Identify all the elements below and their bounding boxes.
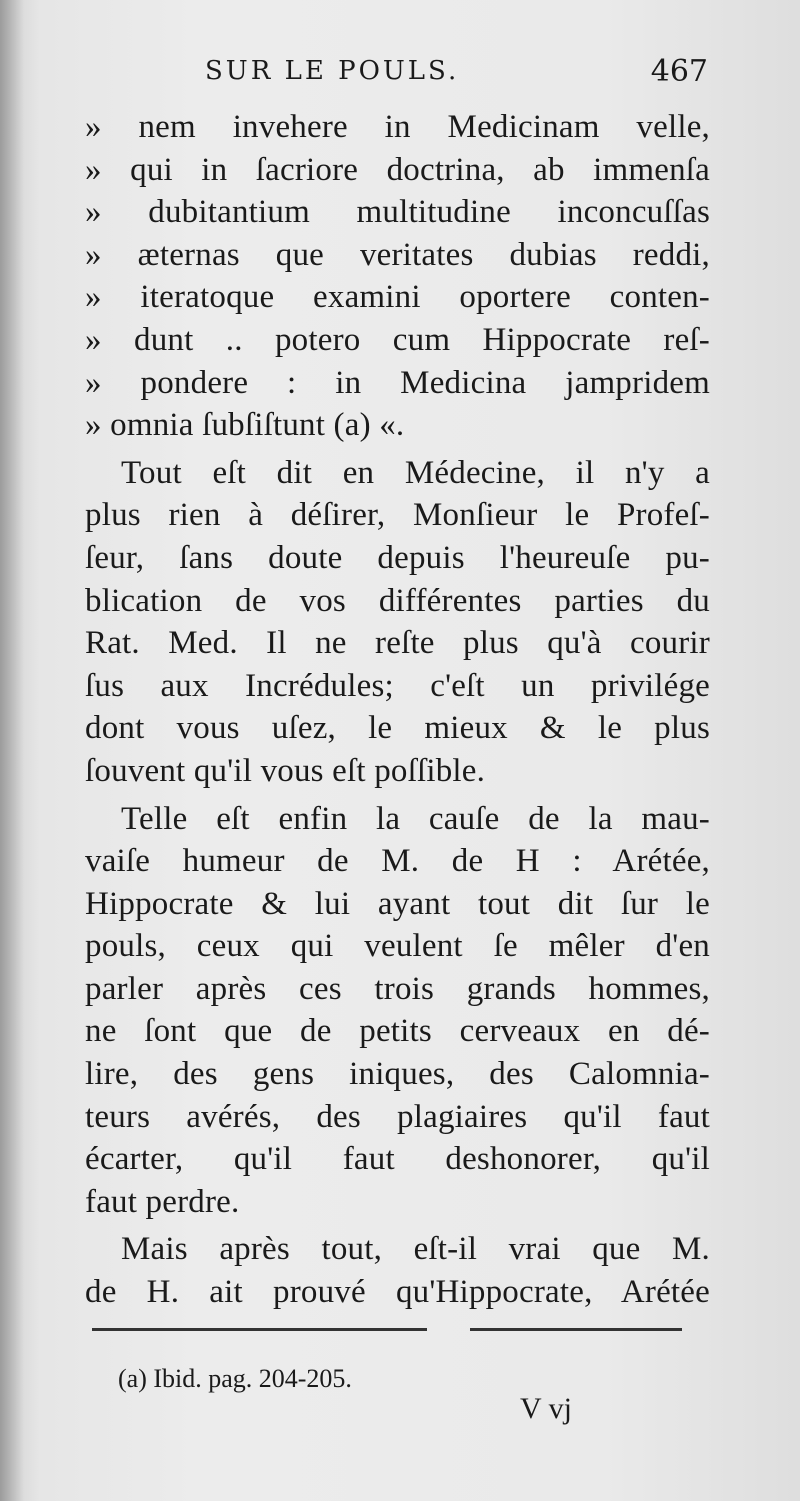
text-line: teurs avérés, des plagiaires qu'il faut — [85, 1098, 710, 1135]
footnote: (a) Ibid. pag. 204-205. — [118, 1364, 352, 1393]
text-line: Hippocrate & lui ayant tout dit ſur le — [85, 885, 710, 922]
page-header — [205, 52, 708, 96]
text-line: ne ſont que de petits cerveaux en dé- — [85, 1013, 710, 1050]
text-line: ſus aux Incrédules; c'eſt un privilége — [85, 667, 710, 704]
text-line: » qui in ſacriore doctrina, ab immenſa — [85, 151, 710, 188]
text-line: ſouvent qu'il vous eſt poſſible. — [85, 752, 486, 789]
text-line: Tout eſt dit en Médecine, il n'y a — [121, 454, 710, 491]
footnote-rule-left — [92, 1328, 427, 1331]
text-line: » pondere : in Medicina jampridem — [85, 364, 710, 401]
text-line: Telle eſt enfin la cauſe de la mau- — [121, 800, 710, 837]
signature-mark: V vj — [520, 1392, 572, 1425]
text-line: blication de vos différentes parties du — [85, 582, 710, 619]
text-line: » omnia ſubſiſtunt (a) «. — [85, 407, 405, 444]
text-line: pouls, ceux qui veulent ſe mêler d'en — [85, 928, 710, 965]
text-line: lire, des gens iniques, des Calomnia- — [85, 1056, 710, 1093]
text-line: faut perdre. — [85, 1183, 240, 1220]
running-title: SUR LE POULS. — [205, 56, 460, 86]
text-line: écarter, qu'il faut deshonorer, qu'il — [85, 1141, 710, 1178]
spine-shadow — [0, 0, 24, 1501]
text-line: » dubitantium multitudine inconcuſſas — [85, 194, 710, 231]
text-line: de H. ait prouvé qu'Hippocrate, Arétée — [85, 1274, 710, 1311]
text-line: vaiſe humeur de M. de H : Arétée, — [85, 843, 710, 880]
page-number: 467 — [650, 54, 708, 89]
text-line: ſeur, ſans doute depuis l'heureuſe pu- — [85, 539, 710, 576]
text-line: » nem invehere in Medicinam velle, — [85, 109, 710, 145]
text-line: » dunt .. potero cum Hippocrate reſ- — [85, 321, 710, 358]
text-line: parler après ces trois grands hommes, — [85, 970, 710, 1007]
text-line: » iteratoque examini oportere conten- — [85, 279, 710, 316]
footnote-rule-right — [470, 1328, 682, 1331]
text-line: Rat. Med. Il ne reſte plus qu'à courir — [85, 625, 710, 662]
body-text — [85, 106, 710, 1314]
text-line: plus rien à déſirer, Monſieur le Profeſ- — [85, 497, 710, 534]
text-line: Mais après tout, eſt-il vrai que M. — [121, 1231, 710, 1268]
text-line: » æternas que veritates dubias reddi, — [85, 236, 710, 273]
text-line: dont vous uſez, le mieux & le plus — [85, 710, 710, 747]
